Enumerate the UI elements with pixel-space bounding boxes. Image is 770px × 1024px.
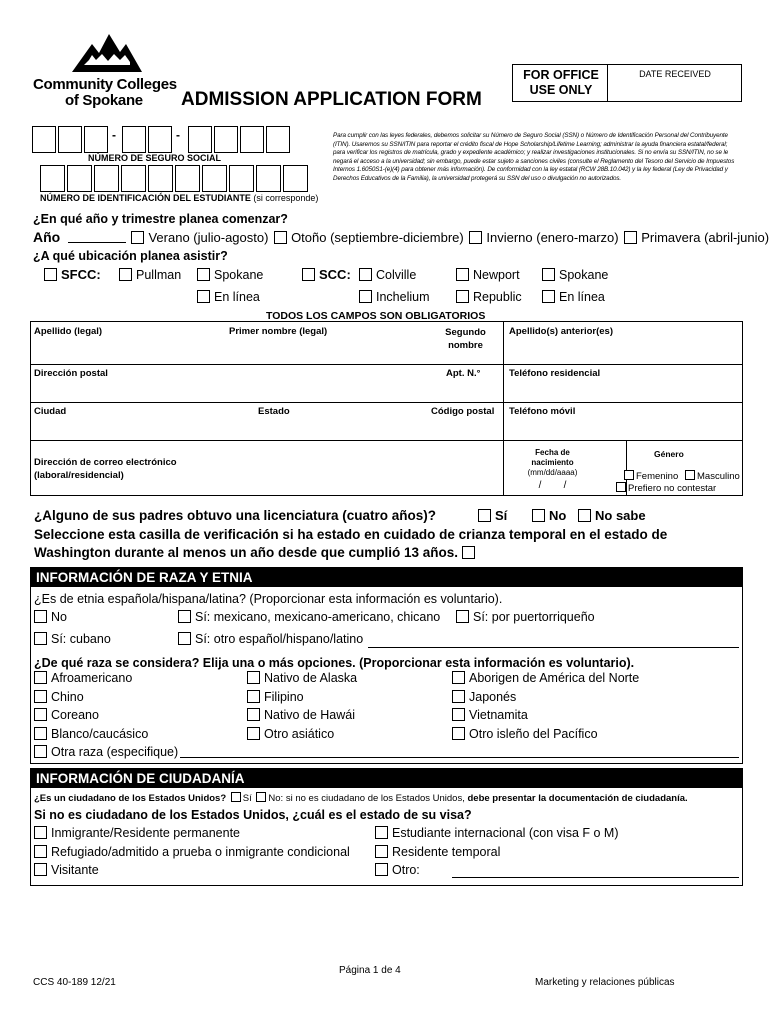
middle-name-field[interactable]: Segundo nombre [445, 327, 486, 351]
ssn-disclaimer: Para cumplir con las leyes federales, debemos solicitar su Número de Seguro Social (SSN) o Número de Identificación Personal del Contribuyente (ITIN). Usaremos su SSN/ITIN para reportar el crédito fiscal de Hope Scholarship/Lifetime Learning; administrar la ayuda financiera estatal/federal; para verificar los registros de matrícula, grado y expediente académico; y realizar investigaciones institucionales. Si no envía su SSN/ITIN, no se le negará el acceso a la universidad; sin embargo, puede estar sujeto a sanciones civiles (consulte el Reglamento del Tesoro del Servicio de Impuestos Internos 1.6050S1-(e)(4) para obtener más información). De conformidad con la ley estatal (RCW 28B.10.042) y la ley federal (Ley de Privacidad y Derechos Educativos de la Familia), la universidad protegerá su SSN del uso o divulgación no autorizados. [333, 132, 735, 182]
parents-question: ¿Alguno de sus padres obtuvo una licenciatura (cuatro años)? [34, 508, 437, 523]
sfcc-pullman[interactable]: Pullman [119, 268, 181, 282]
parents-no[interactable]: No [532, 508, 566, 523]
citizen-row: ¿Es un ciudadano de los Estados Unidos? Sí No: si no es ciudadano de los Estados Unidos, debe presentar la documentación de ciudadanía. [34, 793, 688, 804]
apt-field[interactable]: Apt. N.° [446, 368, 481, 379]
home-phone-field[interactable]: Teléfono residencial [509, 368, 601, 379]
ssn-boxes[interactable]: - - [32, 126, 324, 153]
form-title: ADMISSION APPLICATION FORM [181, 89, 482, 110]
race-question: ¿De qué raza se considera? Elija una o más opciones. (Proporcionar esta información es voluntario). [34, 656, 635, 670]
race-filipino[interactable]: Filipino [247, 690, 304, 704]
location-question: ¿A qué ubicación planea asistir? [33, 249, 228, 263]
quarter-spring[interactable]: Primavera (abril-junio) [624, 230, 769, 245]
visa-refugee[interactable]: Refugiado/admitido a prueba o inmigrante condicional [34, 845, 350, 859]
scc-checkbox[interactable] [302, 268, 315, 281]
previous-names-field[interactable]: Apellido(s) anterior(es) [509, 326, 613, 337]
parents-yes[interactable]: Sí [478, 508, 507, 523]
parents-unknown[interactable]: No sabe [578, 508, 646, 523]
race-other[interactable]: Otra raza (especifique) [34, 745, 178, 759]
hispanic-mexican[interactable]: Sí: mexicano, mexicano-americano, chicano [178, 610, 440, 624]
citizenship-section-header: INFORMACIÓN DE CIUDADANÍA [30, 768, 743, 788]
scc-spokane[interactable]: Spokane [542, 268, 608, 282]
sfcc-label: SFCC: [44, 267, 101, 282]
scc-newport[interactable]: Newport [456, 268, 520, 282]
sfcc-spokane[interactable]: Spokane [197, 268, 263, 282]
visa-question: Si no es ciudadano de los Estados Unidos, ¿cuál es el estado de su visa? [34, 808, 472, 822]
office-use-box [512, 64, 742, 102]
scc-inchelium[interactable]: Inchelium [359, 290, 430, 304]
race-hawaiian[interactable]: Nativo de Hawái [247, 708, 355, 722]
visa-temporary-resident[interactable]: Residente temporal [375, 845, 500, 859]
state-field[interactable]: Estado [258, 406, 290, 417]
required-note: TODOS LOS CAMPOS SON OBLIGATORIOS [266, 310, 486, 322]
race-section-header: INFORMACIÓN DE RAZA Y ETNIA [30, 567, 743, 587]
hispanic-puerto-rican[interactable]: Sí: por puertorriqueño [456, 610, 595, 624]
city-field[interactable]: Ciudad [34, 406, 67, 417]
race-vietnamese[interactable]: Vietnamita [452, 708, 528, 722]
visa-visitor[interactable]: Visitante [34, 863, 99, 877]
sfcc-checkbox[interactable] [44, 268, 57, 281]
org-name-line2: of Spokane [65, 92, 143, 109]
scc-colville[interactable]: Colville [359, 268, 416, 282]
org-name-line1: Community Colleges [33, 76, 177, 93]
quarter-spring-checkbox[interactable] [624, 231, 637, 244]
race-other-asian[interactable]: Otro asiático [247, 727, 334, 741]
student-id-label: NÚMERO DE IDENTIFICACIÓN DEL ESTUDIANTE (si corresponde) [40, 193, 319, 203]
email-field[interactable]: Dirección de correo electrónico (laboral/residencial) [34, 457, 177, 481]
race-chinese[interactable]: Chino [34, 690, 84, 704]
year-input[interactable] [68, 231, 126, 243]
sfcc-online[interactable]: En línea [197, 290, 260, 304]
hispanic-other-line[interactable] [368, 647, 739, 648]
hispanic-no[interactable]: No [34, 610, 67, 624]
scc-republic[interactable]: Republic [456, 290, 522, 304]
race-native-american[interactable]: Aborigen de América del Norte [452, 671, 639, 685]
zip-field[interactable]: Código postal [431, 406, 495, 417]
ssn-label: NÚMERO DE SEGURO SOCIAL [88, 153, 222, 163]
gender-prefer-not[interactable]: Prefiero no contestar [616, 482, 716, 494]
date-received-label: DATE RECEIVED [639, 69, 711, 79]
quarter-fall[interactable]: Otoño (septiembre-diciembre) [274, 230, 464, 245]
scc-label: SCC: [302, 267, 351, 282]
page-number: Página 1 de 4 [339, 965, 401, 976]
visa-other-line[interactable] [452, 877, 739, 878]
first-name-field[interactable]: Primer nombre (legal) [229, 326, 328, 337]
gender-female[interactable]: Femenino [624, 470, 678, 482]
hispanic-cuban[interactable]: Sí: cubano [34, 632, 111, 646]
race-korean[interactable]: Coreano [34, 708, 99, 722]
race-pacific-islander[interactable]: Otro isleño del Pacífico [452, 727, 598, 741]
foster-line2: Washington durante al menos un año desde que cumplió 13 años. [34, 545, 479, 560]
last-name-field[interactable]: Apellido (legal) [34, 326, 103, 337]
department: Marketing y relaciones públicas [535, 977, 675, 988]
student-id-boxes[interactable] [40, 165, 320, 192]
form-code: CCS 40-189 12/21 [33, 977, 116, 988]
race-african-american[interactable]: Afroamericano [34, 671, 132, 685]
quarter-fall-checkbox[interactable] [274, 231, 287, 244]
foster-line1: Seleccione esta casilla de verificación si ha estado en cuidado de crianza temporal en el estado de [34, 527, 668, 542]
citizen-yes-checkbox[interactable] [231, 792, 241, 802]
race-japanese[interactable]: Japonés [452, 690, 516, 704]
visa-permanent-resident[interactable]: Inmigrante/Residente permanente [34, 826, 240, 840]
hispanic-other[interactable]: Sí: otro español/hispano/latino [178, 632, 363, 646]
race-other-line[interactable] [180, 757, 739, 758]
gender-male[interactable]: Masculino [685, 470, 740, 482]
visa-other[interactable]: Otro: [375, 863, 420, 877]
college-logo-icon [72, 32, 142, 74]
office-use-label: FOR OFFICE USE ONLY [523, 68, 599, 97]
year-label: Año [33, 229, 61, 245]
dob-field[interactable]: Fecha de nacimiento (mm/dd/aaaa) / / [527, 448, 578, 491]
gender-label: Género [654, 449, 684, 459]
mailing-address-field[interactable]: Dirección postal [34, 368, 108, 379]
start-question: ¿En qué año y trimestre planea comenzar? [33, 212, 288, 226]
quarter-winter-checkbox[interactable] [469, 231, 482, 244]
quarter-summer[interactable]: Verano (julio-agosto) [131, 230, 268, 245]
race-alaska-native[interactable]: Nativo de Alaska [247, 671, 357, 685]
mobile-phone-field[interactable]: Teléfono móvil [509, 406, 576, 417]
citizen-no-checkbox[interactable] [256, 792, 266, 802]
visa-international-student[interactable]: Estudiante internacional (con visa F o M) [375, 826, 619, 840]
quarter-summer-checkbox[interactable] [131, 231, 144, 244]
foster-checkbox[interactable] [462, 546, 475, 559]
hispanic-question: ¿Es de etnia española/hispana/latina? (Proporcionar esta información es voluntario). [34, 592, 503, 606]
race-white[interactable]: Blanco/caucásico [34, 727, 148, 741]
quarter-winter[interactable]: Invierno (enero-marzo) [469, 230, 618, 245]
start-row [33, 229, 769, 245]
scc-online[interactable]: En línea [542, 290, 605, 304]
